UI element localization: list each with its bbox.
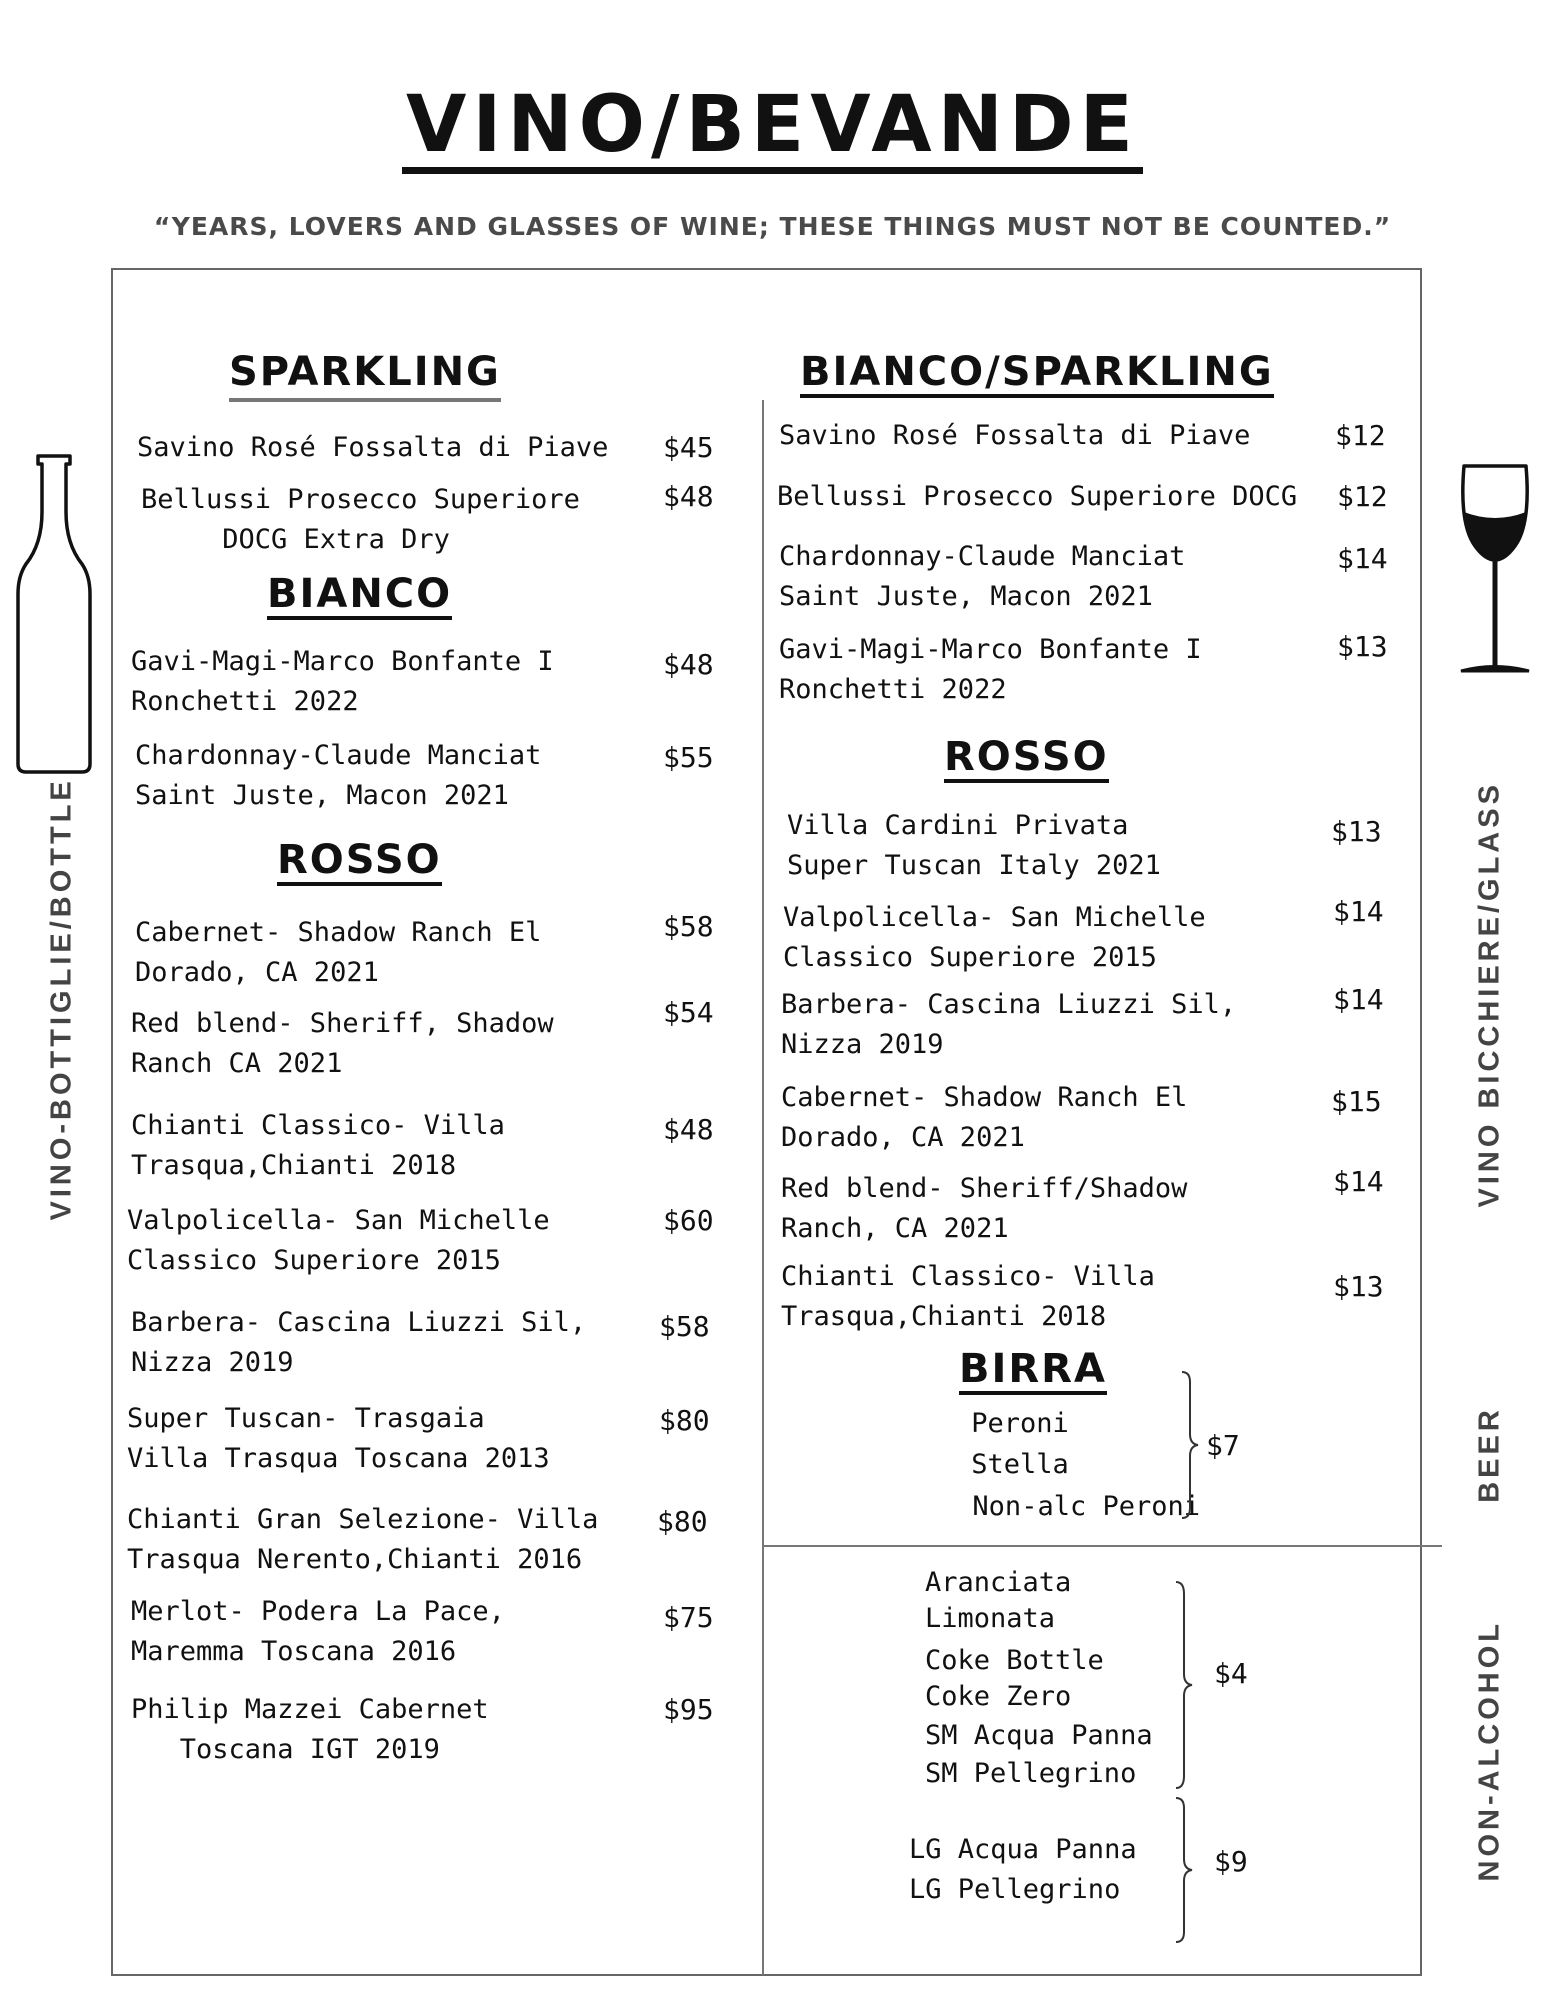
list-item-name: Chianti Classico- Villa Trasqua,Chianti 2018 (131, 1110, 505, 1181)
list-item-price: $14 (1333, 1165, 1384, 1198)
list-item-name: Limonata (925, 1603, 1056, 1634)
list-item-name: Valpolicella- San Michelle Classico Superiore 2015 (127, 1205, 550, 1276)
list-item-price: $48 (663, 1113, 714, 1146)
list-item-price: $13 (1333, 1270, 1384, 1303)
list-item-name: Philip Mazzei Cabernet Toscana IGT 2019 (131, 1694, 489, 1765)
list-item-name: Barbera- Cascina Liuzzi Sil, Nizza 2019 (131, 1307, 587, 1378)
list-item-name: Gavi-Magi-Marco Bonfante I Ronchetti 2022 (131, 646, 554, 717)
list-item-name: Aranciata (925, 1567, 1072, 1598)
list-item-price: $75 (663, 1601, 714, 1634)
brace-icon (1178, 1370, 1202, 1520)
side-label-glass: VINO BICCHIERE/GLASS (1473, 781, 1506, 1208)
list-item-name: Coke Zero (925, 1681, 1072, 1712)
list-item-name: Red blend- Sheriff, Shadow Ranch CA 2021 (131, 1008, 554, 1079)
brace-icon (1172, 1580, 1196, 1790)
list-item-name: LG Pellegrino (909, 1874, 1121, 1905)
section-heading-bianco: BIANCO (267, 572, 452, 620)
section-heading-bianco-sparkling: BIANCO/SPARKLING (800, 350, 1274, 398)
section-heading-rosso-bottle: ROSSO (277, 838, 442, 886)
list-item-name: Villa Cardini Privata Super Tuscan Italy 2021 (787, 810, 1161, 881)
list-item-name: LG Acqua Panna (909, 1834, 1137, 1865)
side-label-bottle: VINO-BOTTIGLIE/BOTTLE (45, 777, 78, 1221)
list-item-name: Savino Rosé Fossalta di Piave (137, 432, 609, 463)
section-heading-birra: BIRRA (959, 1347, 1107, 1395)
list-item-price: $9 (1214, 1845, 1248, 1878)
list-item-price: $60 (663, 1204, 714, 1237)
section-divider (762, 1545, 1442, 1547)
side-label-beer: BEER (1473, 1406, 1506, 1503)
list-item-price: $13 (1331, 815, 1382, 848)
list-item-name: Bellussi Prosecco Superiore DOCG (777, 481, 1298, 512)
list-item-price: $55 (663, 741, 714, 774)
list-item-price: $15 (1331, 1085, 1382, 1118)
list-item-price: $54 (663, 996, 714, 1029)
list-item-price: $80 (657, 1505, 708, 1538)
list-item-price: $14 (1337, 542, 1388, 575)
wine-bottle-icon (12, 452, 96, 777)
list-item-name: Coke Bottle (925, 1645, 1104, 1676)
list-item-price: $14 (1333, 895, 1384, 928)
list-item-name: Chianti Classico- Villa Trasqua,Chianti 2018 (781, 1261, 1155, 1332)
list-item-name: Valpolicella- San Michelle Classico Superiore 2015 (783, 902, 1206, 973)
list-item-price: $7 (1206, 1429, 1240, 1462)
list-item-price: $58 (659, 1310, 710, 1343)
list-item-name: SM Pellegrino (925, 1758, 1137, 1789)
list-item-price: $13 (1337, 630, 1388, 663)
list-item-name: Red blend- Sheriff/Shadow Ranch, CA 2021 (781, 1173, 1188, 1244)
wine-glass-icon (1457, 462, 1533, 676)
list-item-name: Merlot- Podera La Pace, Maremma Toscana 2016 (131, 1596, 505, 1667)
list-item-name: Cabernet- Shadow Ranch El Dorado, CA 2021 (135, 917, 542, 988)
list-item-name: Savino Rosé Fossalta di Piave (779, 420, 1251, 451)
list-item-name: Non-alc Peroni (972, 1491, 1200, 1522)
list-item-name: Stella (971, 1449, 1069, 1480)
section-heading-sparkling: SPARKLING (229, 350, 501, 402)
list-item-price: $48 (663, 648, 714, 681)
list-item-name: Gavi-Magi-Marco Bonfante I Ronchetti 2022 (779, 634, 1202, 705)
list-item-name: Bellussi Prosecco Superiore DOCG Extra Dry (141, 484, 580, 555)
list-item-name: Barbera- Cascina Liuzzi Sil, Nizza 2019 (781, 989, 1237, 1060)
list-item-name: Chardonnay-Claude Manciat Saint Juste, Macon 2021 (135, 740, 542, 811)
section-heading-rosso-glass: ROSSO (944, 735, 1109, 783)
list-item-price: $12 (1337, 480, 1388, 513)
list-item-price: $48 (663, 480, 714, 513)
list-item-price: $12 (1335, 419, 1386, 452)
list-item-price: $58 (663, 910, 714, 943)
quote: “YEARS, LOVERS AND GLASSES OF WINE; THESE THINGS MUST NOT BE COUNTED.” (153, 212, 1392, 241)
brace-icon (1172, 1796, 1196, 1944)
list-item-name: Super Tuscan- Trasgaia Villa Trasqua Toscana 2013 (127, 1403, 550, 1474)
list-item-price: $14 (1333, 983, 1384, 1016)
list-item-name: Peroni (971, 1408, 1069, 1439)
list-item-name: Chianti Gran Selezione- Villa Trasqua Nerento,Chianti 2016 (127, 1504, 599, 1575)
side-label-non-alcohol: NON-ALCOHOL (1473, 1620, 1506, 1882)
list-item-price: $80 (659, 1404, 710, 1437)
list-item-name: Chardonnay-Claude Manciat Saint Juste, Macon 2021 (779, 541, 1186, 612)
column-divider (762, 400, 764, 1975)
page-title: VINO/BEVANDE (0, 85, 1545, 174)
list-item-name: Cabernet- Shadow Ranch El Dorado, CA 2021 (781, 1082, 1188, 1153)
list-item-price: $4 (1214, 1657, 1248, 1690)
list-item-price: $45 (663, 431, 714, 464)
list-item-price: $95 (663, 1693, 714, 1726)
list-item-name: SM Acqua Panna (925, 1720, 1153, 1751)
